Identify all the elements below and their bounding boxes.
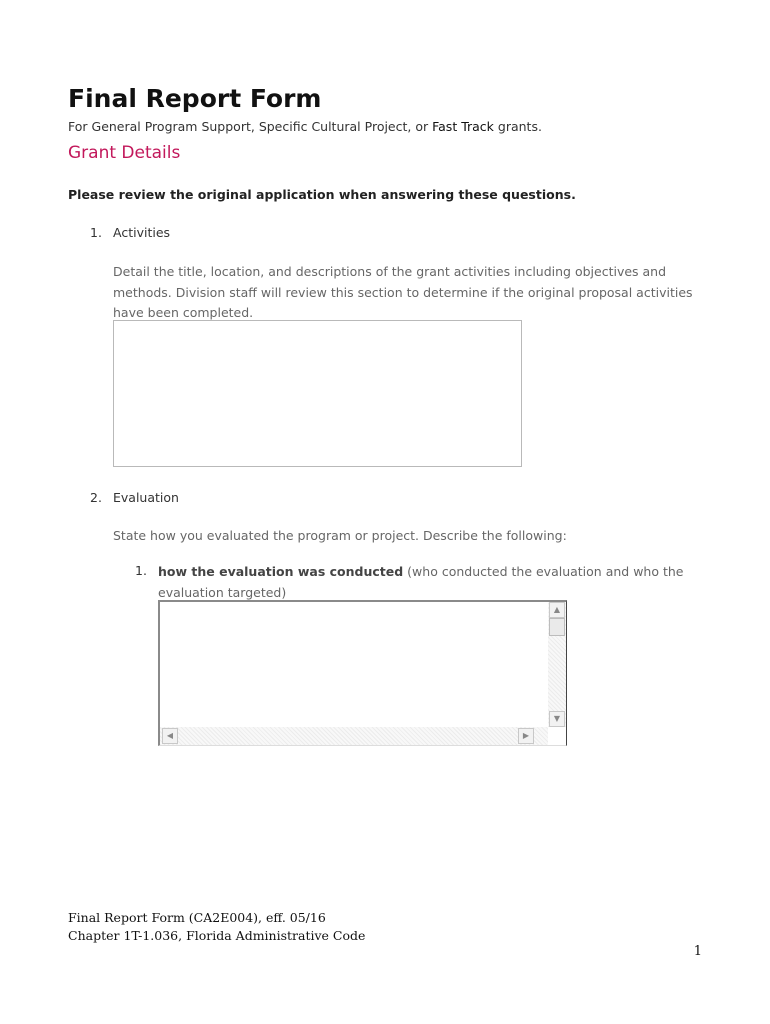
question-1-number: 1. bbox=[90, 225, 102, 240]
footer-form-id: Final Report Form (CA2E004), eff. 05/16 bbox=[68, 910, 326, 925]
section-heading: Grant Details bbox=[68, 143, 181, 163]
question-2-label: Evaluation bbox=[113, 490, 179, 505]
question-2-description: State how you evaluated the program or project. Describe the following: bbox=[113, 528, 567, 543]
subtitle-prefix: For General Program Support, Specific Cultural Project, or bbox=[68, 119, 433, 134]
question-1-label: Activities bbox=[113, 225, 171, 240]
vertical-scroll-thumb[interactable] bbox=[549, 618, 565, 636]
scroll-down-icon[interactable]: ▼ bbox=[549, 711, 565, 727]
scroll-up-icon[interactable]: ▲ bbox=[549, 602, 565, 618]
subquestion-2-1-text bbox=[158, 562, 718, 603]
question-1-description: Detail the title, location, and descriptions of the grant activities including objectives and methods. Division staff will review this section to determine if the original proposal activities have been completed. bbox=[113, 264, 693, 320]
page-number: 1 bbox=[693, 944, 702, 959]
subtitle-fast-track: Fast Track bbox=[432, 119, 494, 134]
subquestion-2-1-bold: how the evaluation was conducted bbox=[158, 564, 404, 579]
subtitle-suffix: grants. bbox=[493, 119, 542, 134]
instruction-text: Please review the original application when answering these questions. bbox=[68, 187, 576, 202]
page-title: Final Report Form bbox=[68, 84, 322, 113]
subquestion-2-1-rest: (who conducted the evaluation and who the evaluation targeted) bbox=[158, 564, 684, 600]
scroll-right-icon[interactable]: ▶ bbox=[518, 728, 534, 744]
vertical-scrollbar[interactable] bbox=[548, 602, 566, 727]
activities-textarea[interactable] bbox=[113, 320, 522, 467]
footer-code-ref: Chapter 1T-1.036, Florida Administrative Code bbox=[68, 928, 366, 943]
question-2-number: 2. bbox=[90, 490, 102, 505]
horizontal-scrollbar[interactable] bbox=[160, 727, 548, 745]
scroll-left-icon[interactable]: ◀ bbox=[162, 728, 178, 744]
form-subtitle bbox=[68, 119, 542, 134]
evaluation-method-textarea[interactable] bbox=[158, 600, 567, 746]
subquestion-2-1-number: 1. bbox=[135, 563, 147, 578]
